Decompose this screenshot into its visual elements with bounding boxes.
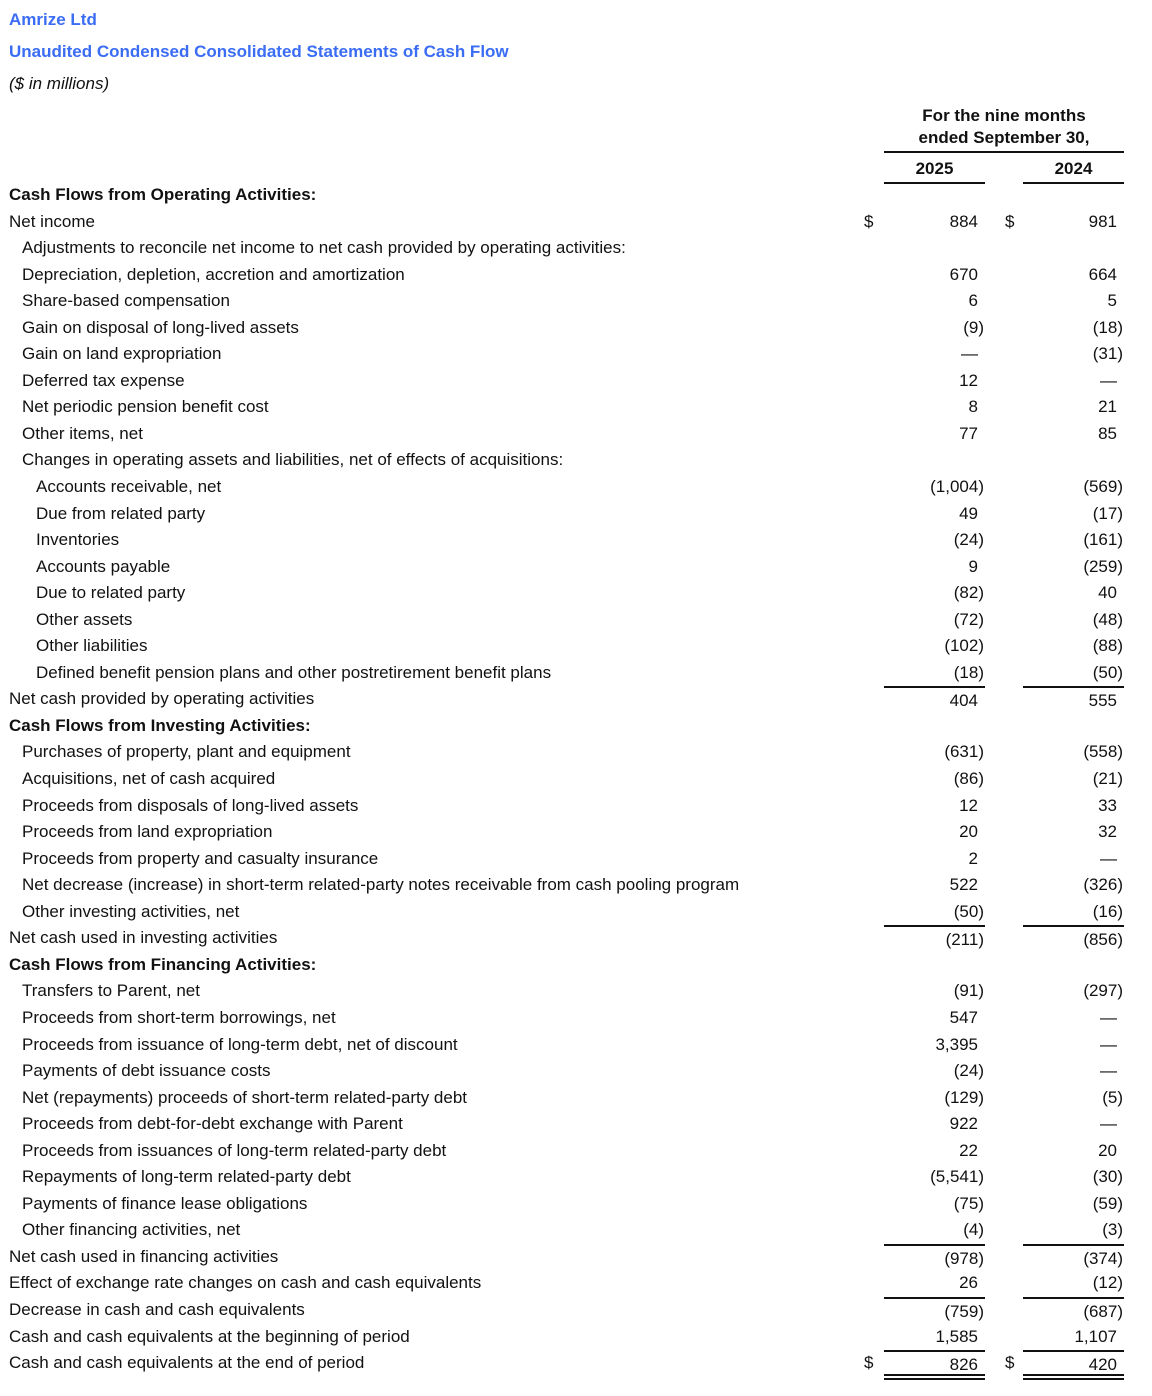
table-row	[0, 899, 1152, 926]
value-cell-2024	[1023, 580, 1124, 606]
value-2024: (12)	[1092, 1273, 1123, 1293]
row-label: Repayments of long-term related-party debt	[22, 1167, 351, 1187]
table-row	[0, 819, 1152, 846]
table-row	[0, 1350, 1152, 1377]
value-2024: 981	[1088, 211, 1117, 231]
value-cell-2024	[1023, 633, 1124, 659]
value-cell-2025	[884, 182, 985, 208]
value-cell-2025	[884, 474, 985, 500]
value-cell-2025	[884, 1138, 985, 1164]
table-row	[0, 1164, 1152, 1191]
value-cell-2024	[1023, 1217, 1124, 1243]
value-cell-2024	[1023, 1032, 1124, 1058]
value-2024: (558)	[1083, 742, 1123, 762]
value-2024: 5	[1107, 291, 1117, 311]
value-cell-2025	[884, 633, 985, 659]
value-cell-2025	[884, 1058, 985, 1084]
table-row	[0, 872, 1152, 899]
value-cell-2024	[1023, 315, 1124, 341]
row-label: Payments of finance lease obligations	[22, 1193, 308, 1213]
row-label: Cash and cash equivalents at the end of period	[9, 1353, 365, 1373]
value-2024: (259)	[1083, 556, 1123, 576]
value-cell-2024	[1023, 899, 1124, 925]
value-cell-2024	[1023, 554, 1124, 580]
value-cell-2025	[884, 819, 985, 845]
value-cell-2024	[1023, 686, 1124, 712]
row-label: Transfers to Parent, net	[22, 981, 200, 1001]
value-cell-2024	[1023, 952, 1124, 978]
currency-symbol-2024: $	[1005, 1353, 1015, 1373]
value-cell-2024	[1023, 1297, 1124, 1323]
value-2025: (4)	[963, 1220, 984, 1240]
column-group-line2: ended September 30,	[918, 128, 1090, 147]
value-cell-2024	[1023, 713, 1124, 739]
value-2025: 2	[968, 848, 978, 868]
row-label: Effect of exchange rate changes on cash and cash equivalents	[9, 1273, 482, 1293]
section-title: Cash Flows from Financing Activities:	[9, 954, 317, 974]
value-cell-2024	[1023, 288, 1124, 314]
value-2024: (326)	[1083, 875, 1123, 895]
table-row	[0, 978, 1152, 1005]
column-group-header	[884, 105, 1124, 153]
column-group-line1: For the nine months	[922, 106, 1086, 125]
value-cell-2024	[1023, 421, 1124, 447]
value-cell-2025	[884, 1244, 985, 1270]
value-2024: (21)	[1092, 769, 1123, 789]
table-row	[0, 739, 1152, 766]
value-2025: 826	[949, 1355, 978, 1375]
value-2024: (569)	[1083, 477, 1123, 497]
value-cell-2024	[1023, 793, 1124, 819]
row-label: Net decrease (increase) in short-term related-party notes receivable from cash pooling program	[22, 875, 740, 895]
value-cell-2025	[884, 341, 985, 367]
value-2024: (16)	[1092, 901, 1123, 921]
value-2025: (129)	[944, 1087, 984, 1107]
row-label: Net cash used in financing activities	[9, 1246, 279, 1266]
table-row	[0, 580, 1152, 607]
value-cell-2025	[884, 368, 985, 394]
table-row	[0, 660, 1152, 687]
table-row	[0, 766, 1152, 793]
value-2024: 555	[1088, 691, 1117, 711]
value-2025: (18)	[953, 662, 984, 682]
table-row	[0, 1111, 1152, 1138]
value-cell-2024	[1023, 394, 1124, 420]
table-row	[0, 607, 1152, 634]
value-cell-2025	[884, 766, 985, 792]
value-2024: (5)	[1102, 1087, 1123, 1107]
table-row	[0, 1217, 1152, 1244]
value-cell-2024	[1023, 846, 1124, 872]
table-row	[0, 1270, 1152, 1297]
row-label: Proceeds from short-term borrowings, net	[22, 1007, 336, 1027]
value-2024: (18)	[1092, 317, 1123, 337]
value-cell-2024	[1023, 209, 1124, 235]
value-cell-2024	[1023, 925, 1124, 951]
value-cell-2025	[884, 978, 985, 1004]
row-label: Purchases of property, plant and equipment	[22, 742, 351, 762]
value-cell-2025	[884, 925, 985, 951]
section-header-row	[0, 952, 1152, 979]
value-cell-2024	[1023, 235, 1124, 261]
value-cell-2024	[1023, 1270, 1124, 1296]
table-row	[0, 474, 1152, 501]
table-row	[0, 925, 1152, 952]
value-cell-2025	[884, 1085, 985, 1111]
value-cell-2025	[884, 1297, 985, 1323]
table-row	[0, 1005, 1152, 1032]
row-label: Net periodic pension benefit cost	[22, 397, 269, 417]
table-row	[0, 793, 1152, 820]
currency-symbol-2024: $	[1005, 211, 1015, 231]
row-label: Due from related party	[36, 503, 206, 523]
table-row	[0, 846, 1152, 873]
row-label: Other investing activities, net	[22, 901, 240, 921]
table-row	[0, 1244, 1152, 1271]
value-2024: (161)	[1083, 530, 1123, 550]
row-label: Cash and cash equivalents at the beginning of period	[9, 1326, 410, 1346]
value-2025: 8	[968, 397, 978, 417]
value-cell-2024	[1023, 1085, 1124, 1111]
value-cell-2024	[1023, 978, 1124, 1004]
table-row	[0, 1324, 1152, 1351]
value-2024: (374)	[1083, 1248, 1123, 1268]
value-2024: (30)	[1092, 1167, 1123, 1187]
value-2025: (72)	[953, 609, 984, 629]
table-row	[0, 262, 1152, 289]
units-note: ($ in millions)	[9, 74, 110, 93]
value-2024: —	[1100, 1061, 1117, 1081]
value-cell-2025	[884, 1270, 985, 1296]
row-label: Payments of debt issuance costs	[22, 1061, 271, 1081]
value-cell-2024	[1023, 607, 1124, 633]
value-2024: 21	[1098, 397, 1117, 417]
value-cell-2025	[884, 846, 985, 872]
row-label: Due to related party	[36, 583, 186, 603]
value-cell-2025	[884, 952, 985, 978]
value-cell-2025	[884, 1164, 985, 1190]
row-label: Adjustments to reconcile net income to net cash provided by operating activities:	[22, 238, 626, 258]
table-row	[0, 368, 1152, 395]
value-cell-2024	[1023, 368, 1124, 394]
section-header-row	[0, 182, 1152, 209]
value-cell-2025	[884, 501, 985, 527]
value-2025: 404	[949, 691, 978, 711]
value-2025: 77	[959, 423, 978, 443]
currency-symbol-2025: $	[864, 1353, 874, 1373]
table-row	[0, 315, 1152, 342]
row-label: Depreciation, depletion, accretion and amortization	[22, 264, 405, 284]
value-cell-2024	[1023, 739, 1124, 765]
table-row	[0, 421, 1152, 448]
row-label: Gain on land expropriation	[22, 344, 222, 364]
value-cell-2025	[884, 713, 985, 739]
row-label: Other items, net	[22, 423, 143, 443]
row-label: Proceeds from issuances of long-term related-party debt	[22, 1140, 447, 1160]
year-header-2025: 2025	[884, 158, 985, 184]
value-2024: 664	[1088, 264, 1117, 284]
value-cell-2025	[884, 1217, 985, 1243]
table-row	[0, 1058, 1152, 1085]
currency-symbol-2025: $	[864, 211, 874, 231]
value-cell-2025	[884, 899, 985, 925]
value-2025: (75)	[953, 1193, 984, 1213]
value-cell-2025	[884, 421, 985, 447]
value-2025: (24)	[953, 530, 984, 550]
value-cell-2025	[884, 1324, 985, 1350]
value-2025: (50)	[953, 901, 984, 921]
value-2024: (297)	[1083, 981, 1123, 1001]
value-cell-2024	[1023, 1244, 1124, 1270]
table-row	[0, 527, 1152, 554]
table-row	[0, 235, 1152, 262]
row-label: Net income	[9, 211, 95, 231]
value-cell-2025	[884, 262, 985, 288]
value-2024: (59)	[1092, 1193, 1123, 1213]
row-label: Accounts receivable, net	[36, 477, 222, 497]
value-2025: 1,585	[935, 1326, 978, 1346]
value-2024: (50)	[1092, 662, 1123, 682]
value-cell-2024	[1023, 660, 1124, 686]
value-2025: 670	[949, 264, 978, 284]
table-row	[0, 447, 1152, 474]
value-2024: 32	[1098, 822, 1117, 842]
value-2024: —	[1100, 370, 1117, 390]
table-row	[0, 288, 1152, 315]
table-row	[0, 1297, 1152, 1324]
row-label: Acquisitions, net of cash acquired	[22, 769, 276, 789]
value-2024: (856)	[1083, 930, 1123, 950]
value-cell-2024	[1023, 262, 1124, 288]
value-cell-2024	[1023, 1191, 1124, 1217]
year-header-2024: 2024	[1023, 158, 1124, 184]
row-label: Inventories	[36, 530, 120, 550]
row-label: Proceeds from land expropriation	[22, 822, 273, 842]
row-label: Net cash provided by operating activities	[9, 689, 315, 709]
value-2025: (91)	[953, 981, 984, 1001]
value-cell-2024	[1023, 527, 1124, 553]
value-cell-2025	[884, 872, 985, 898]
company-name: Amrize Ltd	[9, 10, 97, 29]
table-row	[0, 1191, 1152, 1218]
value-2025: 12	[959, 370, 978, 390]
table-row	[0, 394, 1152, 421]
value-cell-2024	[1023, 872, 1124, 898]
value-2025: 922	[949, 1114, 978, 1134]
value-2025: —	[961, 344, 978, 364]
value-2025: (86)	[953, 769, 984, 789]
value-cell-2025	[884, 315, 985, 341]
value-2025: 20	[959, 822, 978, 842]
value-2024: —	[1100, 1034, 1117, 1054]
value-cell-2025	[884, 288, 985, 314]
row-label: Defined benefit pension plans and other postretirement benefit plans	[36, 662, 552, 682]
table-row	[0, 341, 1152, 368]
value-2025: 884	[949, 211, 978, 231]
value-2025: 22	[959, 1140, 978, 1160]
table-row	[0, 1032, 1152, 1059]
value-cell-2025	[884, 1005, 985, 1031]
value-cell-2025	[884, 209, 985, 235]
value-cell-2024	[1023, 1111, 1124, 1137]
value-cell-2024	[1023, 1058, 1124, 1084]
table-row	[0, 1138, 1152, 1165]
value-2024: —	[1100, 848, 1117, 868]
value-2024: (48)	[1092, 609, 1123, 629]
value-cell-2024	[1023, 341, 1124, 367]
value-2024: (17)	[1092, 503, 1123, 523]
value-cell-2024	[1023, 766, 1124, 792]
value-2025: (5,541)	[930, 1167, 984, 1187]
value-cell-2025	[884, 1032, 985, 1058]
value-cell-2024	[1023, 501, 1124, 527]
row-label: Proceeds from disposals of long-lived assets	[22, 795, 359, 815]
row-label: Gain on disposal of long-lived assets	[22, 317, 299, 337]
row-label: Share-based compensation	[22, 291, 230, 311]
value-cell-2024	[1023, 1138, 1124, 1164]
value-2024: —	[1100, 1007, 1117, 1027]
value-2025: 49	[959, 503, 978, 523]
value-cell-2024	[1023, 182, 1124, 208]
value-2025: 9	[968, 556, 978, 576]
value-2024: —	[1100, 1114, 1117, 1134]
value-2025: 522	[949, 875, 978, 895]
value-cell-2025	[884, 580, 985, 606]
value-2025: (631)	[944, 742, 984, 762]
table-row	[0, 686, 1152, 713]
value-2025: 6	[968, 291, 978, 311]
row-label: Proceeds from property and casualty insurance	[22, 848, 379, 868]
value-2024: (31)	[1092, 344, 1123, 364]
value-cell-2025	[884, 793, 985, 819]
value-2024: 420	[1088, 1355, 1117, 1375]
row-label: Decrease in cash and cash equivalents	[9, 1299, 305, 1319]
statement-title: Unaudited Condensed Consolidated Statements of Cash Flow	[9, 42, 509, 61]
row-label: Proceeds from debt-for-debt exchange with Parent	[22, 1114, 403, 1134]
value-cell-2024	[1023, 1350, 1124, 1376]
value-2025: (24)	[953, 1061, 984, 1081]
value-2024: (88)	[1092, 636, 1123, 656]
value-cell-2025	[884, 739, 985, 765]
value-cell-2025	[884, 607, 985, 633]
table-row	[0, 633, 1152, 660]
value-cell-2024	[1023, 819, 1124, 845]
section-header-row	[0, 713, 1152, 740]
value-cell-2024	[1023, 1005, 1124, 1031]
value-cell-2025	[884, 235, 985, 261]
value-2024: 1,107	[1074, 1326, 1117, 1346]
section-title: Cash Flows from Investing Activities:	[9, 715, 311, 735]
cash-flow-table	[0, 182, 1152, 1377]
table-row	[0, 209, 1152, 236]
value-cell-2025	[884, 686, 985, 712]
value-cell-2025	[884, 527, 985, 553]
value-2024: (3)	[1102, 1220, 1123, 1240]
value-cell-2024	[1023, 474, 1124, 500]
row-label: Other liabilities	[36, 636, 148, 656]
value-cell-2025	[884, 554, 985, 580]
value-2025: (82)	[953, 583, 984, 603]
value-2025: (978)	[944, 1248, 984, 1268]
row-label: Net cash used in investing activities	[9, 928, 278, 948]
value-cell-2025	[884, 1191, 985, 1217]
table-row	[0, 501, 1152, 528]
value-cell-2025	[884, 1111, 985, 1137]
value-2025: (9)	[963, 317, 984, 337]
value-2025: 3,395	[935, 1034, 978, 1054]
value-2025: (1,004)	[930, 477, 984, 497]
row-label: Changes in operating assets and liabilities, net of effects of acquisitions:	[22, 450, 564, 470]
value-2025: 547	[949, 1007, 978, 1027]
value-2024: 33	[1098, 795, 1117, 815]
value-2025: (102)	[944, 636, 984, 656]
table-row	[0, 554, 1152, 581]
row-label: Deferred tax expense	[22, 370, 185, 390]
row-label: Other assets	[36, 609, 133, 629]
value-2024: 20	[1098, 1140, 1117, 1160]
value-cell-2025	[884, 394, 985, 420]
value-cell-2025	[884, 660, 985, 686]
value-2025: (759)	[944, 1301, 984, 1321]
value-2025: 26	[959, 1273, 978, 1293]
row-label: Other financing activities, net	[22, 1220, 241, 1240]
row-label: Net (repayments) proceeds of short-term related-party debt	[22, 1087, 468, 1107]
table-row	[0, 1085, 1152, 1112]
value-cell-2024	[1023, 1164, 1124, 1190]
row-label: Proceeds from issuance of long-term debt, net of discount	[22, 1034, 458, 1054]
value-cell-2025	[884, 1350, 985, 1376]
section-title: Cash Flows from Operating Activities:	[9, 185, 317, 204]
value-cell-2024	[1023, 447, 1124, 473]
value-2025: 12	[959, 795, 978, 815]
value-cell-2025	[884, 447, 985, 473]
row-label: Accounts payable	[36, 556, 171, 576]
value-cell-2024	[1023, 1324, 1124, 1350]
value-2024: 40	[1098, 583, 1117, 603]
value-2025: (211)	[945, 930, 984, 950]
value-2024: 85	[1098, 423, 1117, 443]
value-2024: (687)	[1083, 1301, 1123, 1321]
